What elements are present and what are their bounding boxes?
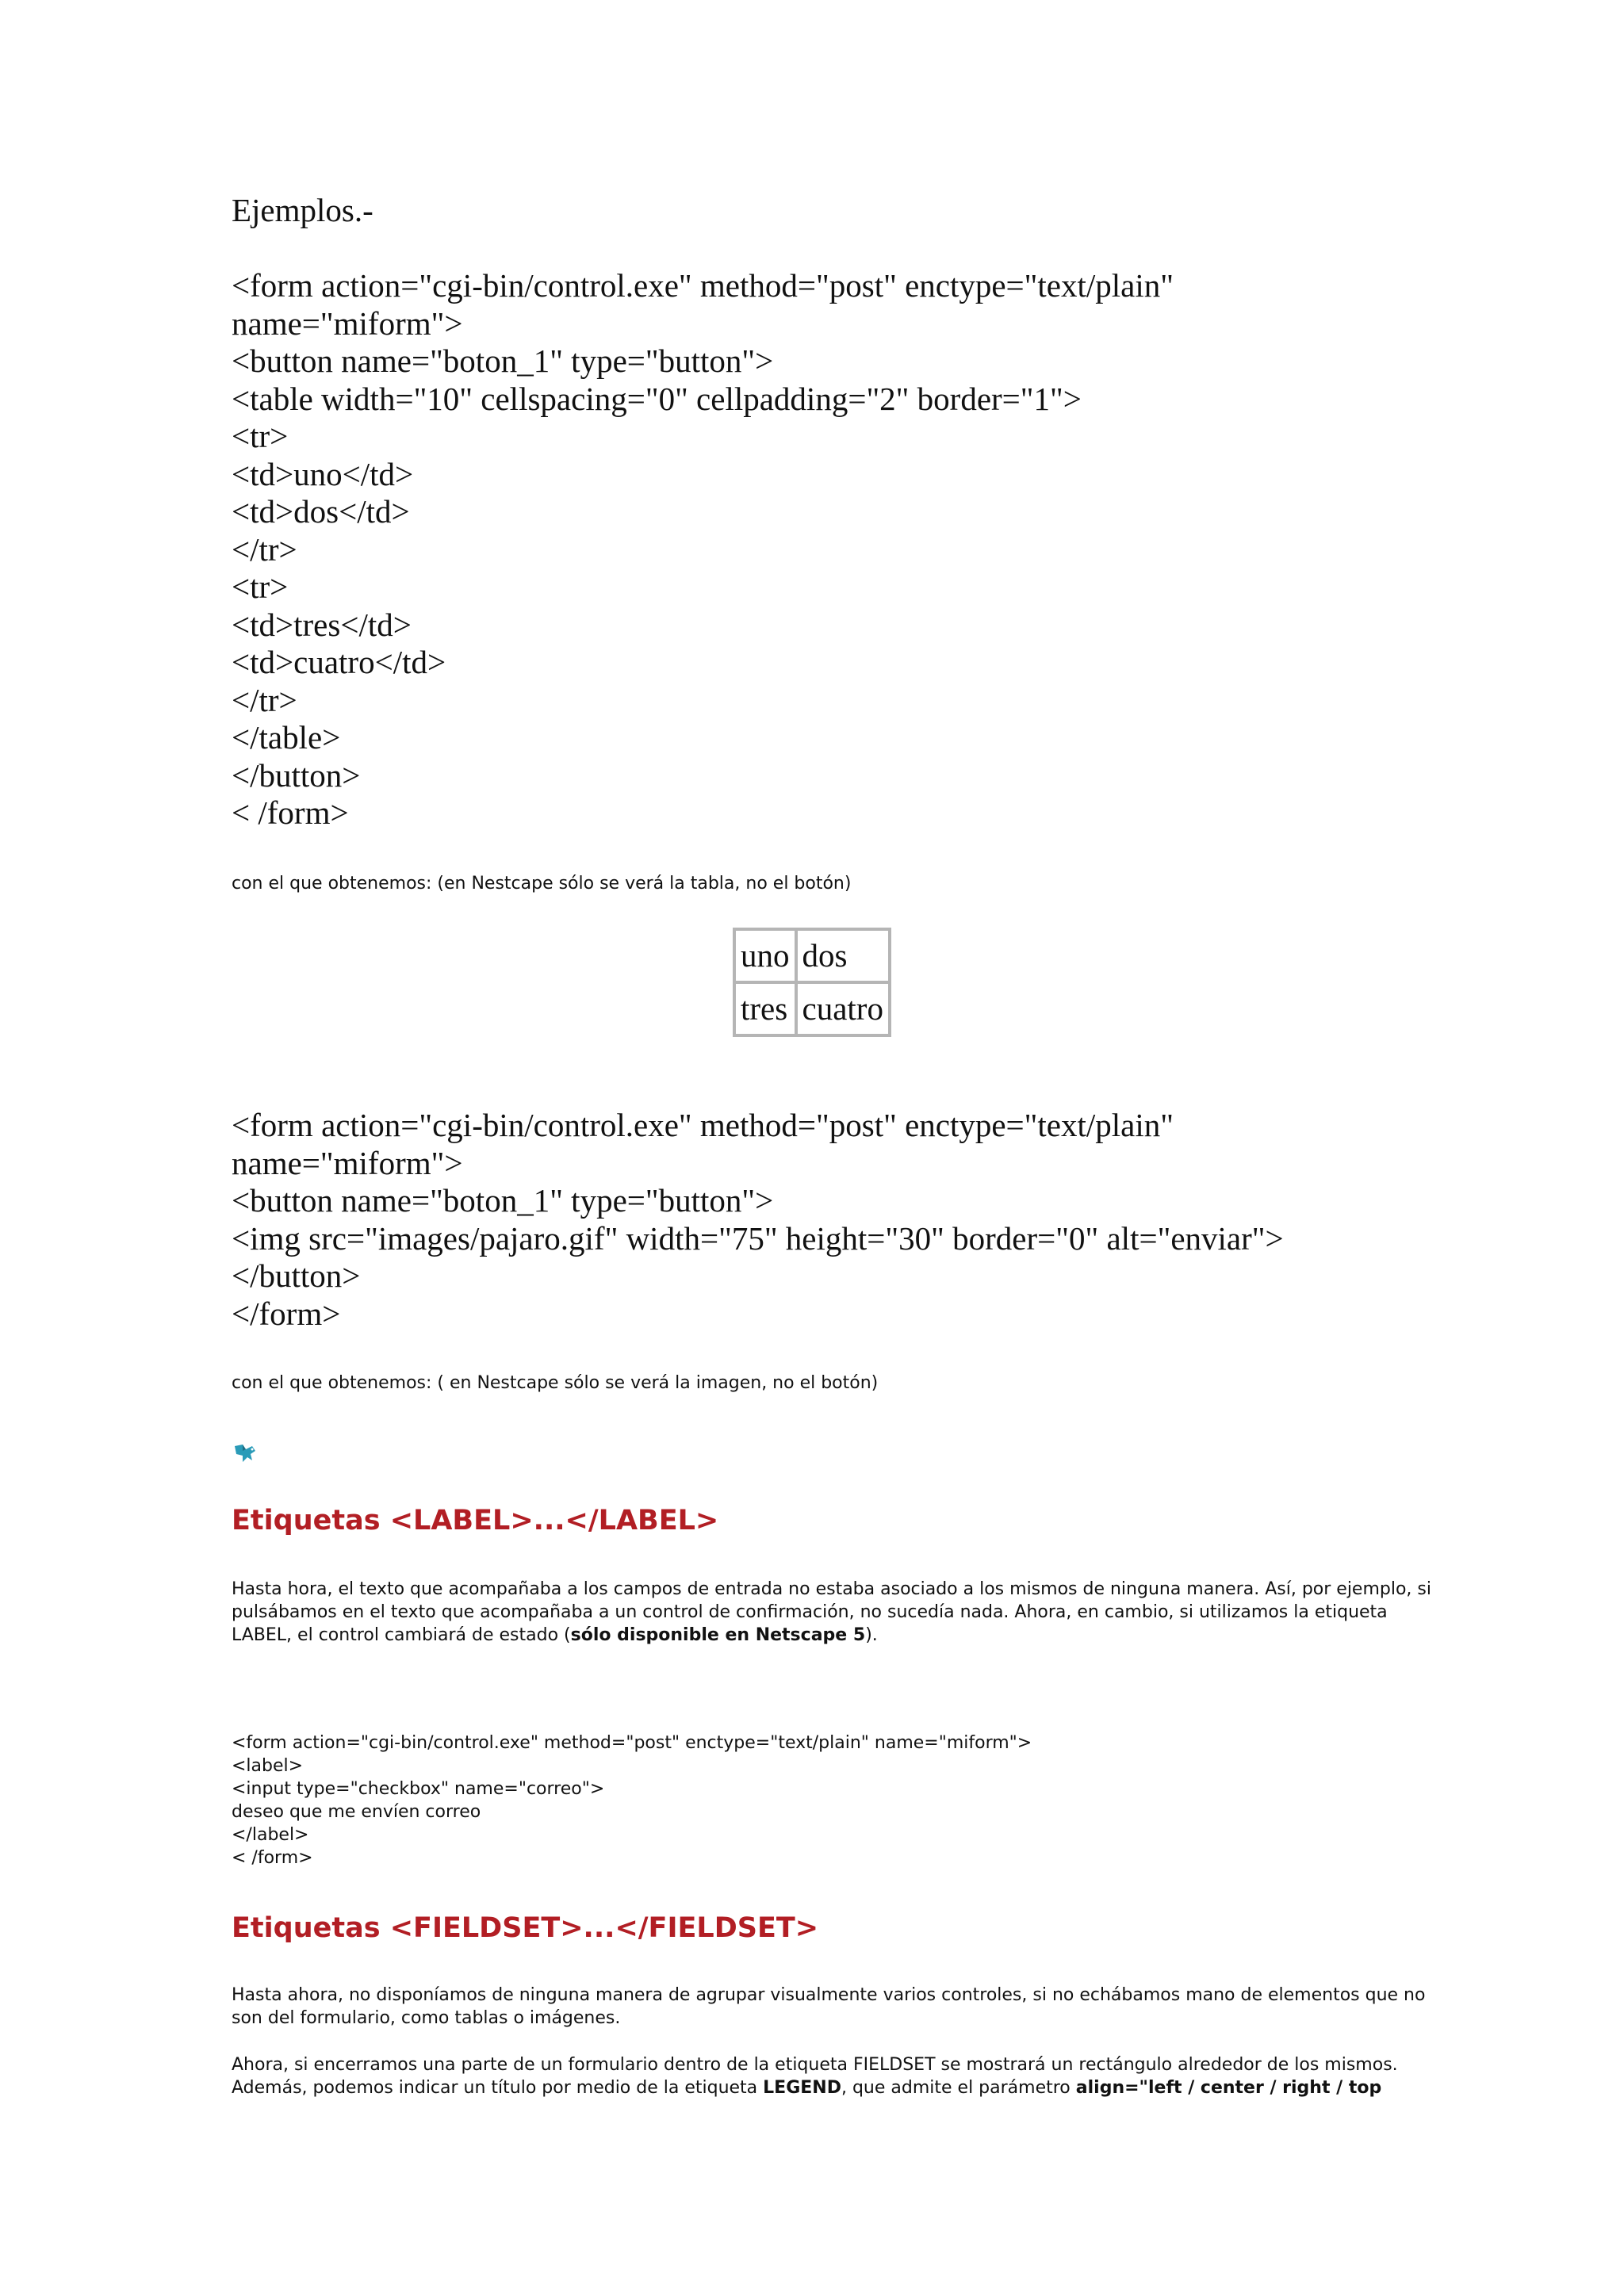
code-line: < /form>	[232, 1848, 313, 1868]
code-line: </form>	[232, 1295, 341, 1332]
label-section-heading: Etiquetas <LABEL>...</LABEL>	[232, 1505, 719, 1536]
bold-text: align="left / center / right / top	[1075, 2078, 1382, 2098]
code-line: <td>dos</td>	[232, 493, 410, 530]
code-line: <table width="10" cellspacing="0" cellpadding="2" border="1">	[232, 380, 1082, 417]
code-line: <input type="checkbox" name="correo">	[232, 1779, 605, 1799]
paragraph-line	[232, 2076, 1397, 2099]
code-line: </table>	[232, 719, 341, 756]
code-line: <td>cuatro</td>	[232, 644, 446, 680]
bird-icon	[232, 1440, 259, 1467]
code-line: < /form>	[232, 794, 349, 831]
code-line: <tr>	[232, 418, 289, 454]
text-run: Además, podemos indicar un título por medio de la etiqueta	[232, 2078, 764, 2098]
code-line: <form action="cgi-bin/control.exe" method="post" enctype="text/plain"	[232, 1107, 1174, 1143]
code-line: <tr>	[232, 568, 289, 605]
bold-text: sólo disponible en Netscape 5	[570, 1625, 866, 1645]
label-section-paragraph	[232, 1578, 1431, 1647]
code-line: </tr>	[232, 530, 297, 568]
fieldset-section-heading: Etiquetas <FIELDSET>...</FIELDSET>	[232, 1912, 819, 1944]
result-caption-2: con el que obtenemos: ( en Nestcape sólo se verá la imagen, no el botón)	[232, 1373, 879, 1393]
bold-text: LEGEND	[763, 2078, 841, 2098]
table-row	[734, 982, 890, 1035]
paragraph-line: son del formulario, como tablas o imágenes.	[232, 2008, 621, 2028]
code-line: deseo que me envíen correo	[232, 1802, 481, 1822]
result-caption-1: con el que obtenemos: (en Nestcape sólo se verá la tabla, no el botón)	[232, 874, 852, 894]
paragraph-line: Hasta hora, el texto que acompañaba a los campos de entrada no estaba asociado a los mismos de ninguna manera. Así, por ejemplo, si	[232, 1579, 1431, 1599]
label-code-block	[232, 1732, 1397, 1869]
example-title: Ejemplos.-	[232, 192, 373, 228]
text-run: , que admite el parámetro	[841, 2078, 1076, 2098]
table-cell: dos	[796, 929, 890, 982]
code-line: <button name="boton_1" type="button">	[232, 1182, 774, 1219]
code-line: <td>tres</td>	[232, 606, 412, 643]
code-line: </label>	[232, 1825, 309, 1845]
text-run: ).	[865, 1625, 878, 1645]
code-line: name="miform">	[232, 304, 463, 342]
text-run: LABEL, el control cambiará de estado (	[232, 1625, 571, 1645]
code-line: <label>	[232, 1756, 304, 1776]
code-line: <img src="images/pajaro.gif" width="75" height="30" border="0" alt="enviar">	[232, 1219, 1284, 1257]
code-line: <td>uno</td>	[232, 455, 414, 492]
table-cell: cuatro	[796, 982, 890, 1035]
code-block-2	[232, 1107, 1284, 1333]
table-cell: tres	[734, 982, 796, 1035]
code-line: <form action="cgi-bin/control.exe" method="post" enctype="text/plain"	[232, 267, 1174, 304]
fieldset-paragraph-2	[232, 2053, 1397, 2099]
paragraph-line: Hasta ahora, no disponíamos de ninguna manera de agrupar visualmente varios controles, si no echábamos mano de elementos que no	[232, 1985, 1426, 2005]
code-line: </button>	[232, 1257, 361, 1294]
table-row	[734, 929, 890, 982]
code-line: <button name="boton_1" type="button">	[232, 342, 774, 379]
paragraph-line	[232, 1624, 1397, 1647]
code-line: <form action="cgi-bin/control.exe" method="post" enctype="text/plain" name="miform">	[232, 1733, 1032, 1753]
fieldset-paragraph-1	[232, 1984, 1426, 2030]
paragraph-line: pulsábamos en el texto que acompañaba a un control de confirmación, no sucedía nada. Ahora, en cambio, si utilizamos la etiqueta	[232, 1602, 1388, 1622]
code-block-1	[232, 267, 1174, 832]
paragraph-line: Ahora, si encerramos una parte de un formulario dentro de la etiqueta FIELDSET se mostrará un rectángulo alrededor de los mismos.	[232, 2055, 1398, 2075]
table-cell: uno	[734, 929, 796, 982]
demo-table	[733, 928, 891, 1037]
code-line: </tr>	[232, 681, 297, 718]
code-line: </button>	[232, 756, 361, 794]
code-line: name="miform">	[232, 1144, 463, 1181]
